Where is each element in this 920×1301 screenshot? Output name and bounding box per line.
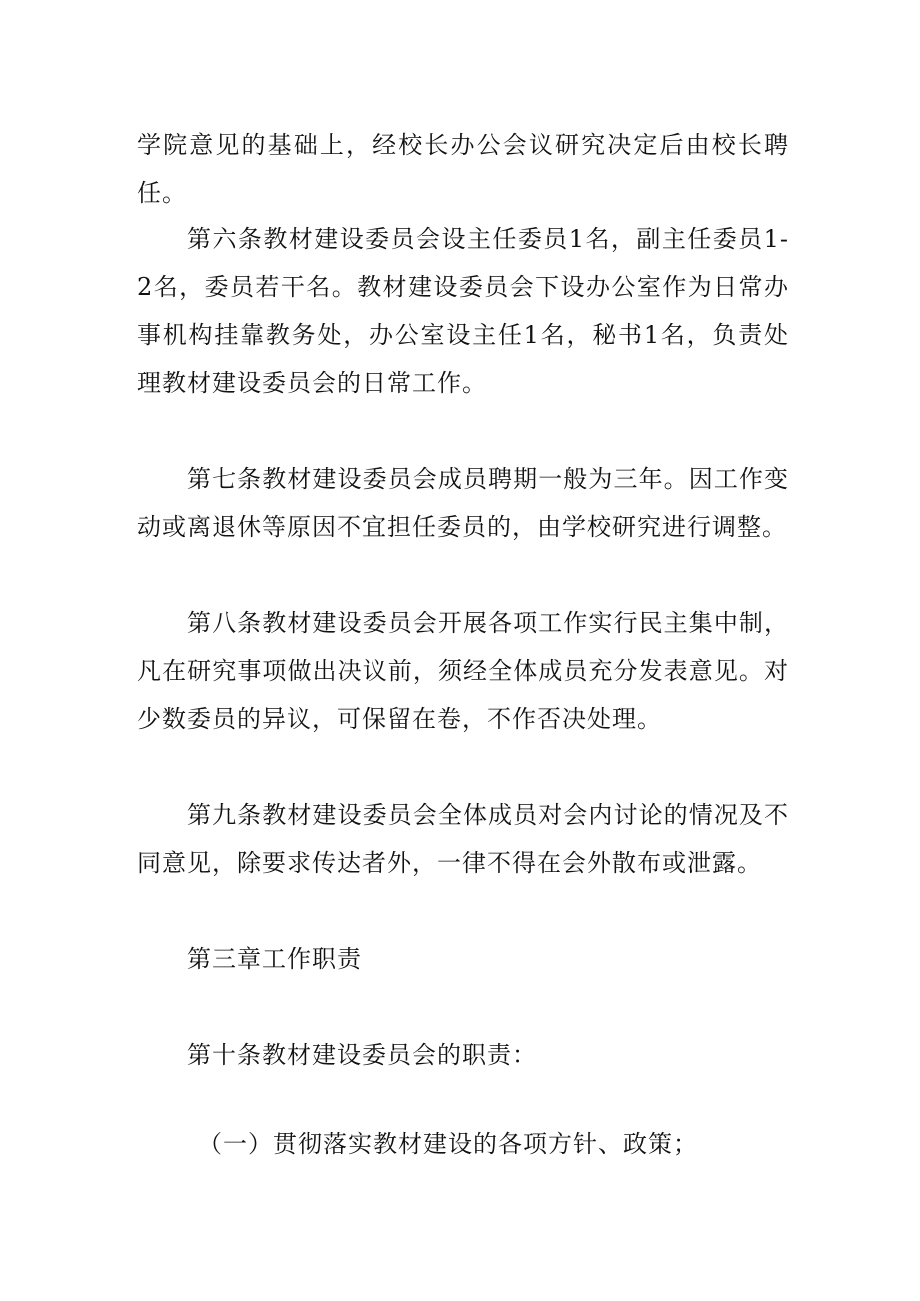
paragraph-article-7: 第七条教材建设委员会成员聘期一般为三年。因工作变动或离退休等原因不宜担任委员的，由学校研究进行调整。 xyxy=(137,465,789,541)
paragraph-article-6: 第六条教材建设委员会设主任委员1名，副主任委员1-2名，委员若干名。教材建设委员会下设办公室作为日常办事机构挂靠教务处，办公室设主任1名，秘书1名，负责处理教材建设委员会的日常工作。 xyxy=(137,225,789,397)
paragraph-article-8: 第八条教材建设委员会开展各项工作实行民主集中制，凡在研究事项做出决议前，须经全体成员充分发表意见。对少数委员的异议，可保留在卷，不作否决处理。 xyxy=(137,609,789,733)
paragraph-continuation: 学院意见的基础上，经校长办公会议研究决定后由校长聘任。 xyxy=(137,131,789,207)
paragraph-article-9: 第九条教材建设委员会全体成员对会内讨论的情况及不同意见，除要求传达者外，一律不得在会外散布或泄露。 xyxy=(137,801,789,877)
list-item-1: （一）贯彻落实教材建设的各项方针、政策； xyxy=(198,1130,698,1158)
chapter-heading: 第三章工作职责 xyxy=(187,945,362,973)
paragraph-article-10: 第十条教材建设委员会的职责： xyxy=(187,1041,537,1069)
